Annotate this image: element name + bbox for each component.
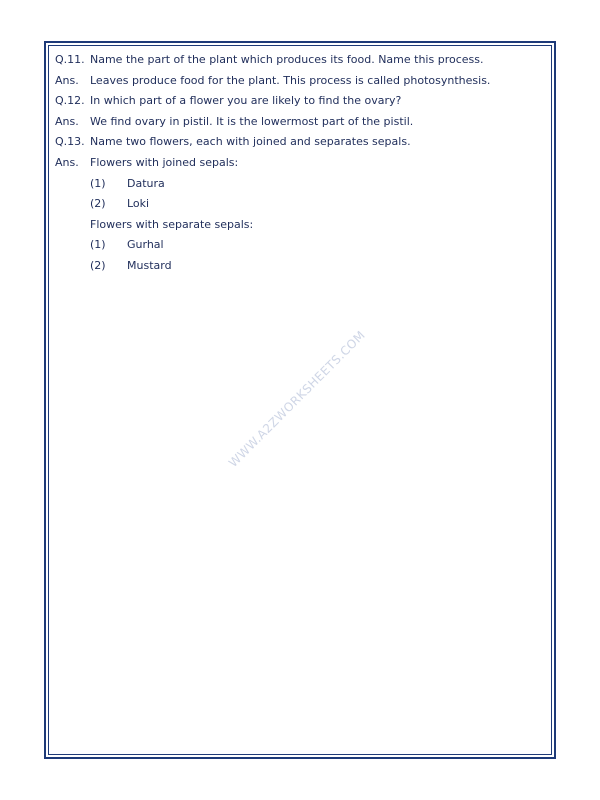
list-number: (2) (90, 197, 106, 211)
flower-name: Gurhal (127, 238, 164, 252)
list-item (55, 235, 545, 256)
question-label: Q.12. (55, 94, 85, 108)
answer-label: Ans. (55, 155, 79, 169)
list-item (55, 256, 545, 277)
question-12 (55, 91, 545, 112)
list-item (55, 174, 545, 195)
answer-13 (55, 153, 545, 174)
list-number: (1) (90, 238, 106, 252)
question-13 (55, 132, 545, 153)
answer-text: Leaves produce food for the plant. This process is called photosynthesis. (90, 73, 491, 87)
separate-sepals-heading: Flowers with separate sepals: (90, 217, 254, 231)
list-number: (2) (90, 258, 106, 272)
flower-name: Loki (127, 197, 150, 211)
question-label: Q.13. (55, 135, 85, 149)
list-number: (1) (90, 176, 106, 190)
answer-label: Ans. (55, 114, 79, 128)
worksheet-content (55, 50, 545, 277)
answer-11 (55, 71, 545, 92)
list-item (55, 194, 545, 215)
question-text: Name two flowers, each with joined and separates sepals. (90, 135, 411, 149)
question-text: Name the part of the plant which produces its food. Name this process. (90, 53, 484, 66)
flower-name: Mustard (127, 258, 172, 272)
answer-label: Ans. (55, 73, 79, 87)
watermark: WWW.A2ZWORKSHEETS.COM (226, 328, 368, 470)
question-text: In which part of a flower you are likely to find the ovary? (90, 94, 402, 108)
flower-name: Datura (127, 176, 165, 190)
question-11 (55, 50, 545, 71)
answer-text: Flowers with joined sepals: (90, 155, 239, 169)
answer-12 (55, 112, 545, 133)
question-label: Q.11. (55, 53, 85, 66)
answer-text: We find ovary in pistil. It is the lowermost part of the pistil. (90, 114, 414, 128)
